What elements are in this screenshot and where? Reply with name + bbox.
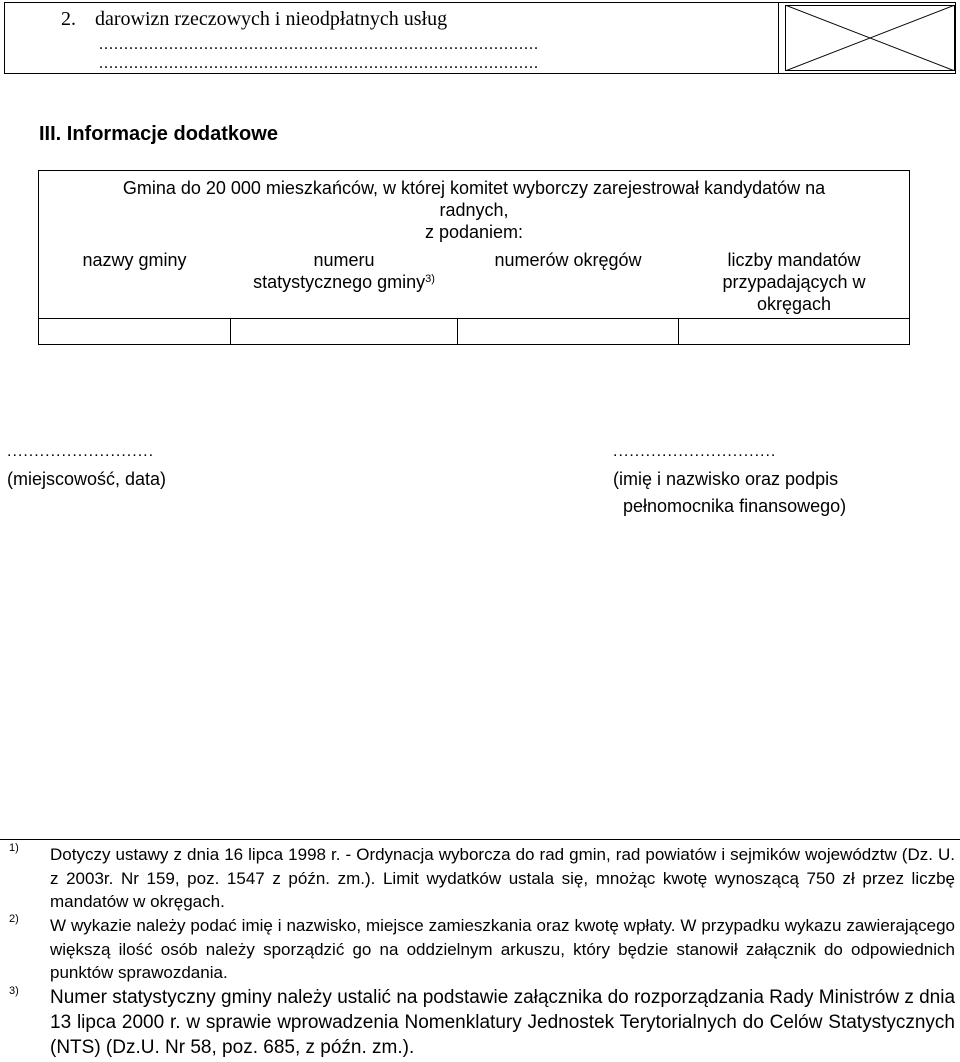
top-item-dots-2: ........................................................................................ [99, 55, 539, 72]
cell-mandates[interactable] [679, 319, 909, 344]
top-item-number: 2. [61, 8, 76, 30]
top-item-dots-1: ........................................................................................ [99, 36, 539, 53]
col-header-mandates [679, 249, 909, 315]
footnote-mark-2: 2) [9, 913, 19, 925]
table-heading-line-3: z podaniem: [424, 222, 524, 242]
signature-label-line-1: (imię i nazwisko oraz podpis [613, 469, 839, 489]
footnote-text-1 [50, 843, 955, 914]
table-heading-line-2: radnych, [439, 200, 509, 220]
signature-label-line-2: pełnomocnika finansowego) [623, 496, 847, 516]
section-title: III. Informacje dodatkowe [39, 123, 278, 145]
footnote-separator [0, 839, 960, 840]
place-date-dots: ........................... [7, 443, 155, 460]
footnote-mark-1: 1) [9, 842, 19, 854]
col-header-stat-number-line-2 [231, 271, 457, 293]
place-date-label: (miejscowość, data) [7, 469, 167, 489]
top-item-text: darowizn rzeczowych i nieodpłatnych usług [95, 8, 448, 30]
col-header-mandates-line-2: przypadających w [722, 272, 866, 292]
cell-stat-number[interactable] [231, 319, 457, 344]
col-header-mandates-line-1: liczby mandatów [727, 250, 861, 270]
crossed-out-cell-icon [785, 5, 955, 71]
info-table [38, 170, 910, 345]
col-header-gmina-name: nazwy gminy [82, 250, 187, 270]
footnote-mark-3: 3) [9, 985, 19, 997]
col-header-districts: numerów okręgów [494, 250, 642, 270]
col-header-stat-number-text: statystycznego gminy [253, 272, 426, 292]
col-header-stat-number [231, 249, 457, 293]
col-header-mandates-line-3: okręgach [756, 294, 832, 314]
table-heading-line-1: Gmina do 20 000 mieszkańców, w której komitet wyborczy zarejestrował kandydatów na [122, 178, 826, 198]
footnote-1-paragraph: Dotyczy ustawy z dnia 16 lipca 1998 r. - Ordynacja wyborcza do rad gmin, rad powiatów i sejmików województw (Dz. U. z 2003r. Nr 159, poz. 1547 z późn. zm.). Limit wydatków ustala się, mnożąc kwotę wynoszącą 750 zł przez liczbę mandatów w okręgach. [50, 845, 955, 911]
footnote-text-2 [50, 914, 955, 985]
footnote-3-paragraph: Numer statystyczny gminy należy ustalić na podstawie załącznika do rozporządzania Rady Ministrów z dnia 13 lipca 2000 r. w sprawie wprowadzenia Nomenklatury Jednostek Terytorialnych do Celów Statystycznych (NTS) (Dz.U. Nr 58, poz. 685, z późn. zm.). [50, 987, 956, 1058]
top-box-divider [778, 3, 779, 73]
col-header-stat-number-line-1: numeru [313, 250, 375, 270]
top-item-box [4, 2, 956, 74]
cell-gmina-name[interactable] [39, 319, 230, 344]
signature-dots: .............................. [613, 443, 777, 460]
cell-districts[interactable] [458, 319, 678, 344]
footnote-ref-3: 3) [425, 273, 435, 285]
top-item-label [61, 6, 447, 32]
footnote-text-3 [50, 985, 955, 1060]
footnote-2-paragraph: W wykazie należy podać imię i nazwisko, miejsce zamieszkania oraz kwotę wpłaty. W przypadku wykazu zawierającego większą ilość osób należy sporządzić go na oddzielnym arkuszu, który będzie stanowił załącznik do odpowiednich punktów sprawozdania. [50, 916, 955, 982]
